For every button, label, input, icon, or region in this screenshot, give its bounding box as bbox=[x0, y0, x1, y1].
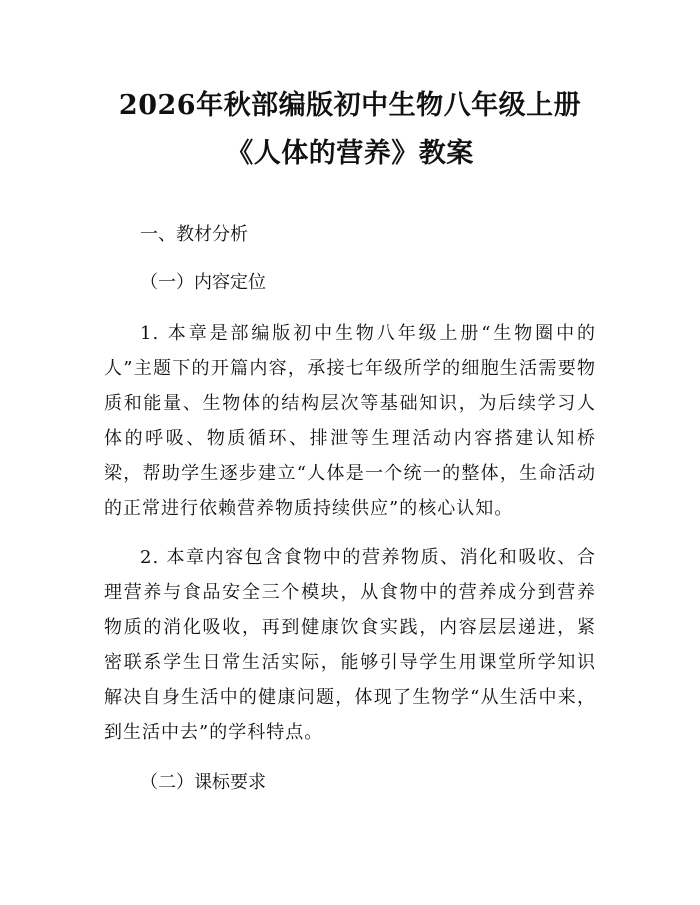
subsection-heading-content-positioning: （一）内容定位 bbox=[140, 272, 266, 293]
subsection-heading-curriculum-requirements: （二）课标要求 bbox=[140, 772, 266, 793]
paragraph-content-positioning-1: 1. 本章是部编版初中生物八年级上册“生物圈中的人”主题下的开篇内容，承接七年级所学的细胞生活需要物质和能量、生物体的结构层次等基础知识，为后续学习人体的呼吸、物质循环、排泄等生理活动内容搭建认知桥梁，帮助学生逐步建立“人体是一个统一的整体，生命活动的正常进行依赖营养物质持续供应”的核心认知。 bbox=[104, 323, 596, 519]
paragraph-content-positioning-2: 2. 本章内容包含食物中的营养物质、消化和吸收、合理营养与食品安全三个模块，从食物中的营养成分到营养物质的消化吸收，再到健康饮食实践，内容层层递进，紧密联系学生日常生活实际，能够引导学生用课堂所学知识解决自身生活中的健康问题，体现了生物学“从生活中来，到生活中去”的学科特点。 bbox=[104, 547, 596, 743]
document-title: 2026年秋部编版初中生物八年级上册《人体的营养》教案 bbox=[118, 90, 582, 169]
section-heading-teaching-material-analysis: 一、教材分析 bbox=[140, 224, 248, 245]
